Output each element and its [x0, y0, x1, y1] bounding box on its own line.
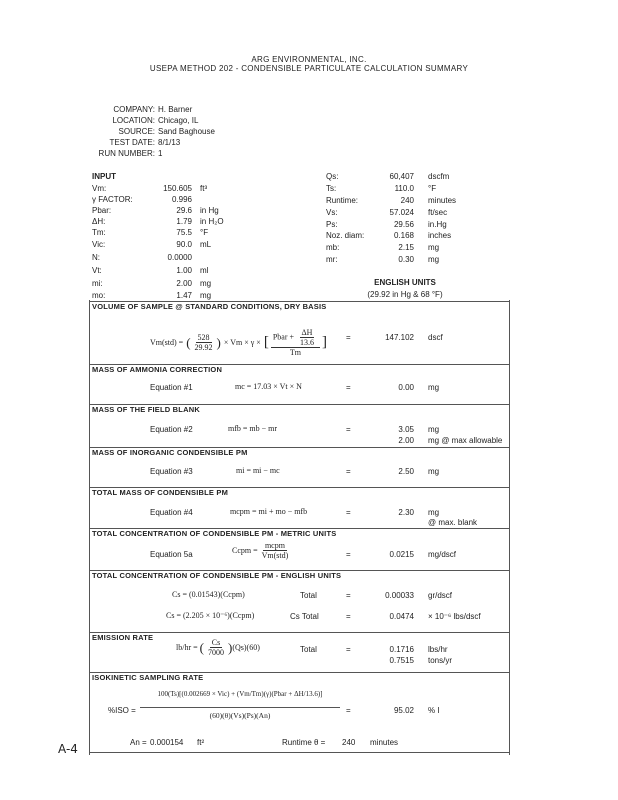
input-label: mi:	[92, 279, 103, 288]
input-label: Ts:	[326, 184, 337, 193]
inorganic-equals: =	[346, 467, 351, 476]
input-unit: dscfm	[428, 172, 450, 181]
input-value: 1.79	[176, 217, 192, 226]
total-mass-unit2: @ max. blank	[428, 518, 478, 527]
emission-unit2: tons/yr	[428, 656, 453, 665]
field-blank-value: 3.05	[398, 425, 414, 434]
iso-fraction-bar	[140, 707, 340, 708]
frame-right-border	[509, 300, 510, 755]
info-label: SOURCE:	[118, 127, 155, 136]
emission-den: 7000	[207, 648, 224, 657]
input-value: 57.024	[389, 208, 414, 217]
english-row1-value: 0.00033	[385, 591, 414, 600]
english-row1-equals: =	[346, 591, 351, 600]
input-label: Noz. diam:	[326, 231, 365, 240]
emission-value: 0.1716	[389, 645, 414, 654]
input-unit: inches	[428, 231, 452, 240]
section-title-metric: TOTAL CONCENTRATION OF CONDENSIBLE PM - METRIC UNITS	[92, 529, 337, 538]
input-label: Pbar:	[92, 206, 112, 215]
ammonia-unit: mg	[428, 383, 440, 392]
input-value: 150.605	[163, 184, 192, 193]
metric-den: Vm(std)	[261, 551, 289, 560]
inorganic-formula: mi = mi − mc	[236, 466, 280, 475]
emission-formula: lb/hr = ( $\frac{Cs}{7000}$ ) (Qs)(60)	[176, 638, 260, 657]
volume-unit: dscf	[428, 333, 443, 342]
section-title-isokinetic: ISOKINETIC SAMPLING RATE	[92, 673, 204, 682]
input-label: Ps:	[326, 220, 338, 229]
input-label: Vic:	[92, 240, 106, 249]
ammonia-eq-label: Equation #1	[150, 383, 193, 392]
input-value: 60,407	[389, 172, 414, 181]
iso-equals: =	[346, 706, 351, 715]
volume-equation: Vm(std) = ( $\frac{528}{29.92}$ ) × Vm × γ × [ Pbar + $\frac{\Delta H}{13.6}$ Tm ]	[150, 328, 327, 357]
english-row2-unit: × 10⁻⁶ lbs/dscf	[428, 612, 481, 621]
iso-left: %ISO =	[108, 706, 136, 715]
inorganic-value: 2.50	[398, 467, 414, 476]
volume-eq-left: Vm(std) =	[150, 338, 184, 347]
input-unit: ft/sec	[428, 208, 448, 217]
section-title-inorganic: MASS OF INORGANIC CONDENSIBLE PM	[92, 448, 248, 457]
field-blank-eq-label: Equation #2	[150, 425, 193, 434]
input-value: 1.47	[176, 291, 192, 300]
section-title-english: TOTAL CONCENTRATION OF CONDENSIBLE PM - ENGLISH UNITS	[92, 571, 342, 580]
section-title-volume: VOLUME OF SAMPLE @ STANDARD CONDITIONS, DRY BASIS	[92, 302, 327, 311]
input-value: 110.0	[394, 184, 414, 193]
runtime-unit: minutes	[370, 738, 399, 747]
input-value: 2.00	[176, 279, 192, 288]
input-label: Vm:	[92, 184, 107, 193]
total-mass-value: 2.30	[398, 508, 414, 517]
english-row2-formula: Cs = (2.205 × 10⁻⁶)(Ccpm)	[166, 611, 255, 620]
volume-dh: ΔH	[301, 328, 313, 337]
an-unit: ft²	[197, 738, 205, 747]
metric-equals: =	[346, 550, 351, 559]
input-label: N:	[92, 253, 100, 262]
info-value: Chicago, IL	[158, 116, 199, 125]
info-label: LOCATION:	[112, 116, 155, 125]
an-label: An =	[130, 738, 147, 747]
field-blank-equals: =	[346, 425, 351, 434]
english-row2-value: 0.0474	[389, 612, 414, 621]
iso-unit: % I	[428, 706, 440, 715]
field-blank-unit2: mg @ max allowable	[428, 436, 503, 445]
volume-equals: =	[346, 333, 351, 342]
info-value: Sand Baghouse	[158, 127, 215, 136]
company-header: ARG ENVIRONMENTAL, INC.	[251, 55, 367, 64]
english-row1-label: Total	[300, 591, 317, 600]
emission-formula-right: (Qs)(60)	[232, 643, 260, 652]
volume-tm: Tm	[289, 348, 301, 357]
info-label: TEST DATE:	[109, 138, 155, 147]
metric-num: mcpm	[264, 541, 285, 550]
english-units-sub: (29.92 in Hg & 68 °F)	[367, 290, 443, 299]
emission-equals: =	[346, 645, 351, 654]
input-value: 90.0	[176, 240, 192, 249]
input-unit: in H₂O	[200, 217, 224, 226]
input-label: ΔH:	[92, 217, 106, 226]
english-row1-formula: Cs = (0.01543)(Ccpm)	[172, 590, 245, 599]
metric-eq-label: Equation 5a	[150, 550, 193, 559]
total-mass-unit: mg	[428, 508, 440, 517]
document-title: USEPA METHOD 202 - CONDENSIBLE PARTICULATE CALCULATION SUMMARY	[149, 64, 469, 73]
input-unit: mg	[428, 255, 440, 264]
iso-denominator: (60)(θ)(Vs)(Ps)(An)	[209, 711, 271, 720]
input-label: Vs:	[326, 208, 338, 217]
input-label: Vt:	[92, 266, 102, 275]
runtime-value: 240	[342, 738, 356, 747]
input-unit: mg	[428, 243, 440, 252]
english-units-title: ENGLISH UNITS	[374, 278, 436, 287]
input-unit: minutes	[428, 196, 457, 205]
volume-mid: × Vm × γ ×	[223, 338, 261, 347]
input-label: Runtime:	[326, 196, 359, 205]
info-label: RUN NUMBER:	[98, 149, 155, 158]
emission-num: Cs	[211, 638, 221, 647]
input-unit: °F	[428, 184, 437, 193]
input-value: 75.5	[176, 228, 192, 237]
field-blank-formula: mfb = mb − mr	[228, 424, 278, 433]
input-unit: in.Hg	[428, 220, 447, 229]
iso-value: 95.02	[393, 706, 414, 715]
emission-formula-left: lb/hr =	[176, 643, 198, 652]
input-value: 2.15	[398, 243, 414, 252]
input-value: 29.6	[176, 206, 192, 215]
input-value: 1.00	[176, 266, 192, 275]
input-label: mr:	[326, 255, 338, 264]
input-value: 0.996	[171, 195, 192, 204]
volume-c1: 528	[197, 333, 210, 342]
section-title-total-mass: TOTAL MASS OF CONDENSIBLE PM	[92, 488, 229, 497]
ammonia-equals: =	[346, 383, 351, 392]
section-title-ammonia: MASS OF AMMONIA CORRECTION	[92, 365, 223, 374]
volume-value: 147.102	[385, 333, 414, 342]
metric-c-left: Ccpm =	[232, 546, 258, 555]
input-unit: ml	[200, 266, 209, 275]
input-unit: mL	[200, 240, 212, 249]
input-label: γ FACTOR:	[92, 195, 133, 204]
input-unit: ft³	[200, 184, 208, 193]
input-value: 29.56	[393, 220, 414, 229]
field-blank-value2: 2.00	[398, 436, 414, 445]
ammonia-formula: mc = 17.03 × Vt × N	[235, 382, 302, 391]
info-label: COMPANY:	[113, 105, 155, 114]
page-label: A-4	[58, 742, 78, 756]
emission-value2: 0.7515	[389, 656, 414, 665]
an-value: 0.000154	[150, 738, 184, 747]
input-label: Tm:	[92, 228, 106, 237]
section-title-emission: EMISSION RATE	[92, 633, 154, 642]
volume-c2: 29.92	[194, 343, 213, 352]
input-title: INPUT	[92, 172, 116, 181]
total-mass-eq-label: Equation #4	[150, 508, 193, 517]
metric-unit: mg/dscf	[428, 550, 457, 559]
metric-value: 0.0215	[389, 550, 414, 559]
ammonia-value: 0.00	[398, 383, 414, 392]
input-value: 0.168	[393, 231, 414, 240]
input-unit: mg	[200, 279, 212, 288]
english-row1-unit: gr/dscf	[428, 591, 453, 600]
metric-formula	[232, 541, 292, 560]
input-label: Qs:	[326, 172, 339, 181]
input-unit: in Hg	[200, 206, 219, 215]
field-blank-unit: mg	[428, 425, 440, 434]
total-mass-formula: mcpm = mi + mo − mfb	[230, 507, 308, 516]
input-unit: mg	[200, 291, 212, 300]
volume-pbar: Pbar +	[272, 332, 294, 342]
info-value: 1	[158, 149, 163, 158]
english-row2-equals: =	[346, 612, 351, 621]
iso-numerator: 100(Ts)[(0.002669 × Vic) + (Vm/Tm)(γ)(Pbar + ΔH/13.6)]	[157, 690, 323, 698]
total-mass-equals: =	[346, 508, 351, 517]
input-value: 240	[400, 196, 414, 205]
emission-unit: lbs/hr	[428, 645, 448, 654]
emission-label: Total	[300, 645, 317, 654]
input-label: mb:	[326, 243, 340, 252]
info-value: H. Barner	[158, 105, 193, 114]
runtime-label: Runtime θ =	[282, 738, 326, 747]
english-row2-label: Cs Total	[290, 612, 319, 621]
volume-136: 13.6	[300, 338, 314, 347]
inorganic-unit: mg	[428, 467, 440, 476]
input-value: 0.30	[398, 255, 414, 264]
input-unit: °F	[200, 228, 209, 237]
input-label: mo:	[92, 291, 106, 300]
info-value: 8/1/13	[158, 138, 181, 147]
section-divider	[89, 752, 509, 753]
input-value: 0.0000	[167, 253, 192, 262]
section-title-field-blank: MASS OF THE FIELD BLANK	[92, 405, 200, 414]
inorganic-eq-label: Equation #3	[150, 467, 193, 476]
